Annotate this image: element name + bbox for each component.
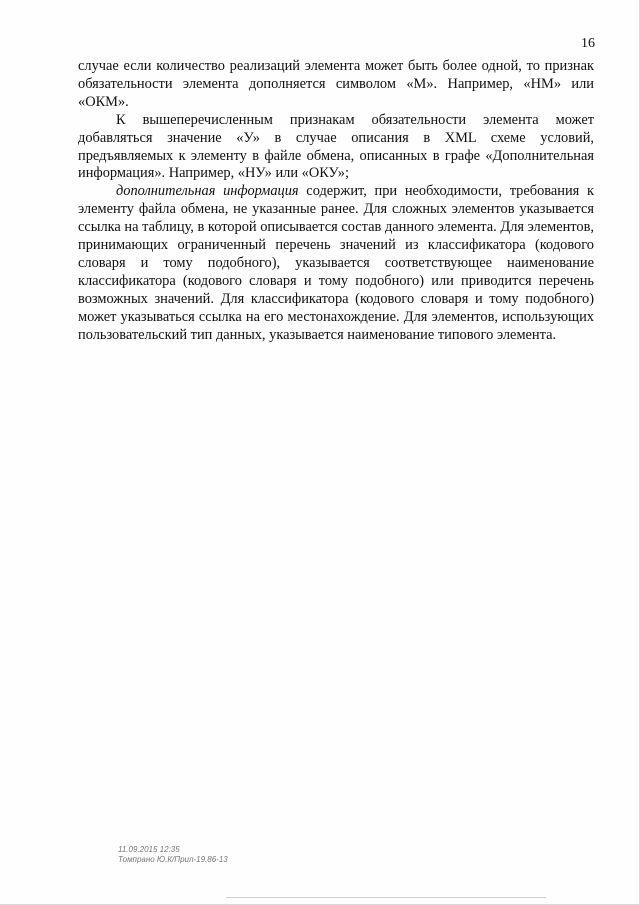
term-additional-info: дополнительная информация bbox=[116, 183, 299, 200]
footer-timestamp: 11.09.2015 12:35 bbox=[118, 845, 180, 854]
document-body bbox=[78, 58, 594, 345]
paragraph-2: К вышеперечисленным признакам обязательности элемента может добавляться значение «У» в случае описания в XML схеме условий, предъявляемых к элементу в файле обмена, описанных в графе «Дополнительная информация». Например, «НУ» или «ОКУ»; bbox=[78, 111, 594, 182]
scan-edge-line bbox=[226, 897, 546, 898]
paragraph-1: случае если количество реализаций элемента может быть более одной, то признак обязательности элемента дополняется символом «М». Например, «НМ» или «ОКМ». bbox=[78, 58, 594, 110]
paragraph-3 bbox=[78, 183, 594, 344]
paragraph-3-text: содержит, при необходимости, требования к элементу файла обмена, не указанные ранее. Для сложных элементов указывается ссылка на таблицу, в которой описывается состав данного элемента. Для элементов, принимающих ограниченный перечень значений из классификатора (кодового словаря и тому подобного), указывается соответствующее наименование классификатора (кодового словаря и тому подобного) или приводится перечень возможных значений. Для классификатора (кодового словаря и тому подобного) может указываться ссылка на его местонахождение. Для элементов, использующих пользовательский тип данных, указывается наименование типового элемента. bbox=[78, 183, 594, 343]
footer-file-ref: Томпрано Ю.К/Прил-19.86-13 bbox=[118, 855, 228, 864]
footer-stamp bbox=[118, 845, 228, 865]
page-number: 16 bbox=[581, 36, 595, 51]
